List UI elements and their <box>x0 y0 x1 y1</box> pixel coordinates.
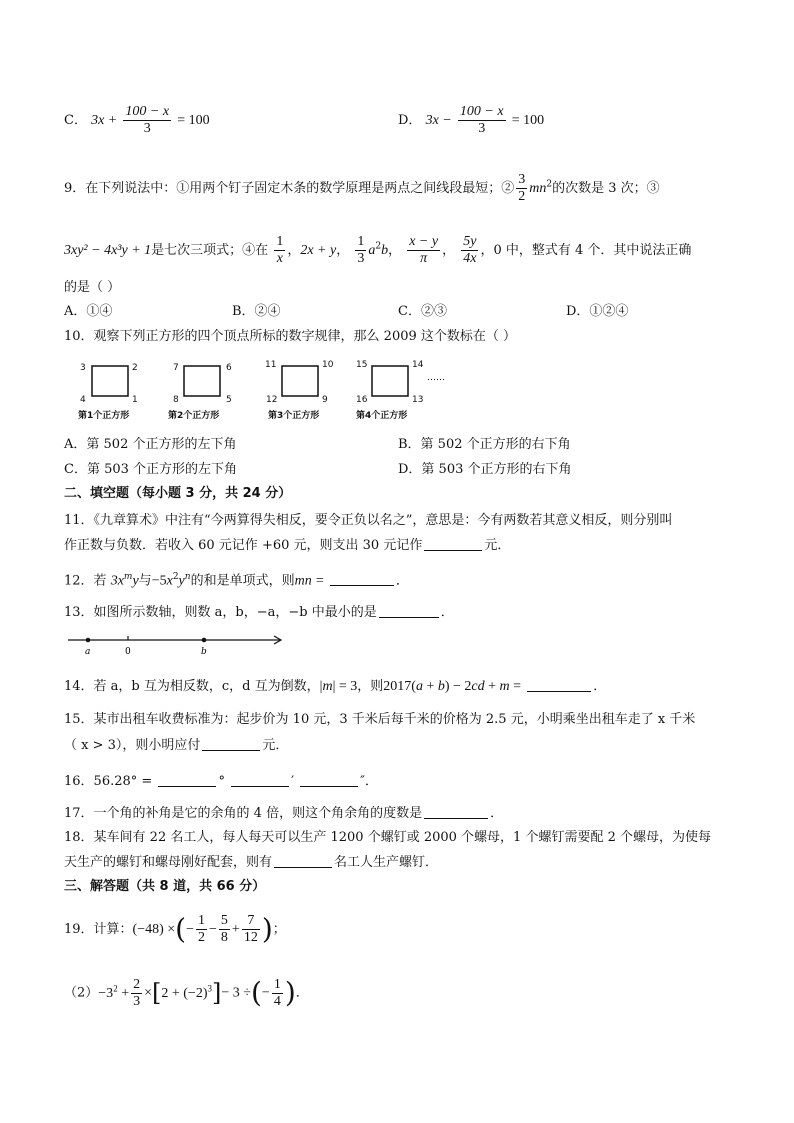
square-4 <box>372 366 408 396</box>
square-4-bottom-left: 16 <box>356 395 368 405</box>
fraction-numerator: 3 <box>518 172 526 187</box>
q14-line: 14．若 a，b 互为相反数，c，d 互为倒数，|m| = 3，则2017(a + b) − 2cd + m = ． <box>64 679 607 694</box>
question-text: ． <box>490 806 504 821</box>
question-text: ． <box>593 679 607 694</box>
answer-blank-degrees[interactable] <box>158 774 216 787</box>
minute-symbol: ′ <box>291 774 295 789</box>
question-text: 16．56.28° = <box>64 774 153 789</box>
question-text: 9．在下列说法中：①用两个钉子固定木条的数学原理是两点之间线段最短；② <box>64 181 515 196</box>
square-3-bottom-right: 9 <box>322 395 328 405</box>
square-1-caption: 第1个正方形 <box>78 411 130 421</box>
answer-blank[interactable] <box>424 806 488 819</box>
question-text: 17．一个角的补角是它的余角的 4 倍，则这个角余角的度数是 <box>64 806 423 821</box>
answer-blank[interactable] <box>202 738 260 751</box>
fraction <box>123 104 171 137</box>
q19-part2-line: $(2)-3^2$ + $\frac{2}{3}$ $\times[2 + (-2)^3]- 3$ ÷(− $\frac{1}{4}$ )． <box>64 976 309 1010</box>
answer-blank[interactable] <box>379 605 439 618</box>
question-text: ，0 中，整式有 4 个．其中说法正确 <box>480 243 692 258</box>
square-1-bottom-right: 1 <box>132 395 138 405</box>
question-text: 元． <box>484 538 511 553</box>
answer-blank[interactable] <box>274 855 332 868</box>
math-expr: 3x + <box>91 113 118 128</box>
q16-line <box>64 773 378 791</box>
square-1 <box>92 366 128 396</box>
q18-line2 <box>64 854 438 872</box>
math-expr: 3x − <box>425 113 452 128</box>
option-label: C． <box>64 113 87 128</box>
question-text: ． <box>395 573 409 589</box>
question-text: ． <box>295 985 309 1001</box>
question-text: 名工人生产螺钉． <box>334 855 439 870</box>
q9-line1: 9．在下列说法中：①用两个钉子固定木条的数学原理是两点之间线段最短；② $\frac{3}{2}$ $mn^2$的次数是 3 次；③ <box>64 172 660 204</box>
q15-line1: 15．某市出租车收费标准为：起步价为 10 元，3 千米后每千米的价格为 2.5 元，小明乘坐出租车走了 x 千米 <box>64 712 696 727</box>
answer-blank-seconds[interactable] <box>300 774 358 787</box>
math-expr: = 100 <box>511 113 545 128</box>
degree-symbol: ° <box>218 774 225 789</box>
math-expr: 3xy² − 4x³y + 1 <box>64 243 152 258</box>
second-symbol: ″ <box>360 774 366 789</box>
label-zero: 0 <box>125 647 131 657</box>
q11-line1: 11．《九章算术》中注有“今两算得失相反，要令正负以名之”，意思是：今有两数若其意义相反，则分别叫 <box>64 513 673 528</box>
q19-line: 19．计算：(−48) ×(− $\frac{1}{2}$ − $\frac{5}{8}$ + $\frac{7}{12}$ )； <box>64 912 286 946</box>
q10-squares-figure <box>74 357 474 425</box>
question-text: ，则 <box>357 679 384 694</box>
fraction: $\frac{1}{3}$ <box>357 234 365 266</box>
math-expr: = 100 <box>177 113 210 128</box>
fraction: $\frac{5y}{4x}$ <box>463 234 477 266</box>
fraction-denominator: 2 <box>518 189 526 204</box>
question-text: ． <box>365 774 379 789</box>
q12-line: 12．若 $3x^my$与$-5x^2y^n$的和是单项式，则mn = ． <box>64 572 409 589</box>
q9-option-b: B．②④ <box>232 304 281 319</box>
question-text: 作正数与负数．若收入 60 元记作 +60 元，则支出 30 元记作 <box>64 538 423 553</box>
q10-option-c: C．第 503 个正方形的左下角 <box>64 462 238 477</box>
square-4-caption: 第4个正方形 <box>356 411 408 421</box>
question-text: 元． <box>262 738 289 753</box>
q10-option-d: D．第 503 个正方形的右下角 <box>398 462 572 477</box>
square-2-top-right: 6 <box>226 363 232 373</box>
q10-option-b: B．第 502 个正方形的右下角 <box>398 437 571 452</box>
square-2-caption: 第2个正方形 <box>168 411 220 421</box>
point-a <box>86 638 91 643</box>
q15-line2 <box>64 737 288 755</box>
square-2-bottom-right: 5 <box>226 395 232 405</box>
square-2 <box>184 366 220 396</box>
fraction-numerator: 100 − x <box>459 104 504 119</box>
question-text: （ x > 3），则小明应付 <box>64 738 201 753</box>
question-text: 14．若 a，b 互为相反数，c，d 互为倒数， <box>64 679 320 694</box>
question-text: ． <box>440 605 454 620</box>
square-4-bottom-right: 13 <box>412 395 424 405</box>
question-text: 的次数是 3 次；③ <box>552 181 660 196</box>
option-label: D． <box>398 113 422 128</box>
question-text: 与 <box>138 573 152 589</box>
square-1-bottom-left: 4 <box>80 395 86 405</box>
fraction: $\frac{x - y}{\pi}$ <box>409 234 439 266</box>
section-3-title: 三、解答题（共 8 道，共 66 分） <box>64 879 266 894</box>
square-3-top-right: 10 <box>322 360 334 370</box>
question-text: 是七次三项式；④在 <box>151 243 269 258</box>
q13-number-line <box>66 630 286 658</box>
q13-line <box>64 604 454 622</box>
q9-option-c: C．②③ <box>398 304 447 319</box>
q11-line2 <box>64 537 510 555</box>
math-expr: mn <box>529 181 547 196</box>
question-text: 的和是单项式，则 <box>190 573 295 589</box>
point-b <box>202 638 207 643</box>
question-text: ； <box>272 922 286 937</box>
question-text: 12．若 <box>64 573 107 589</box>
answer-blank[interactable] <box>527 679 591 692</box>
q10-stem: 10．观察下列正方形的四个顶点所标的数字规律，那么 2009 这个数标在（ ） <box>64 329 517 344</box>
fraction-denominator: 3 <box>478 121 486 136</box>
label-a: a <box>85 647 91 657</box>
q9-option-d: D．①②④ <box>566 304 629 319</box>
square-2-bottom-left: 8 <box>173 395 179 405</box>
square-4-top-left: 15 <box>356 360 368 370</box>
fraction <box>458 104 506 137</box>
square-2-top-left: 7 <box>173 363 179 373</box>
q8-option-c <box>64 104 210 137</box>
square-1-top-right: 2 <box>132 363 138 373</box>
section-2-title: 二、填空题（每小题 3 分，共 24 分） <box>64 486 292 501</box>
answer-blank[interactable] <box>424 538 482 551</box>
square-1-top-left: 3 <box>80 363 86 373</box>
square-3-top-left: 11 <box>265 360 277 370</box>
q17-line <box>64 805 503 823</box>
q18-line1: 18．某车间有 22 名工人，每人每天可以生产 1200 个螺钉或 2000 个螺母，1 个螺钉需要配 2 个螺母，为使每 <box>64 830 711 845</box>
fraction: $\frac{1}{x}$ <box>276 234 284 266</box>
question-text: 天生产的螺钉和螺母刚好配套，则有 <box>64 855 273 870</box>
question-text: （2） <box>64 985 99 1001</box>
q10-option-a: A．第 502 个正方形的左下角 <box>64 437 237 452</box>
answer-blank-minutes[interactable] <box>231 774 289 787</box>
ellipsis: …… <box>427 373 445 383</box>
q8-option-d <box>398 104 544 137</box>
label-b: b <box>201 647 207 657</box>
square-3-caption: 第3个正方形 <box>268 411 320 421</box>
q9-option-a: A．①④ <box>64 304 113 319</box>
q9-line2: 3xy² − 4x³y + 1是七次三项式；④在 $\frac{1}{x}$ ，2x + y， $\frac{1}{3}$ $a^2b$， $\frac{x - y}{\pi}$ ， $\frac{5y}{4x}$ ，0 中，整式有 4 个．其中说法正确 <box>64 234 692 266</box>
fraction-denominator: 3 <box>143 121 151 136</box>
q9-line3: 的是（ ） <box>64 280 121 295</box>
question-text: 19．计算： <box>64 922 133 937</box>
square-3-bottom-left: 12 <box>266 395 278 405</box>
square-4-top-right: 14 <box>412 360 424 370</box>
question-text: 13．如图所示数轴，则数 a，b，−a，−b 中最小的是 <box>64 605 377 620</box>
fraction-numerator: 100 − x <box>125 104 170 119</box>
answer-blank[interactable] <box>330 573 394 586</box>
square-3 <box>282 366 318 396</box>
fraction <box>516 172 527 205</box>
